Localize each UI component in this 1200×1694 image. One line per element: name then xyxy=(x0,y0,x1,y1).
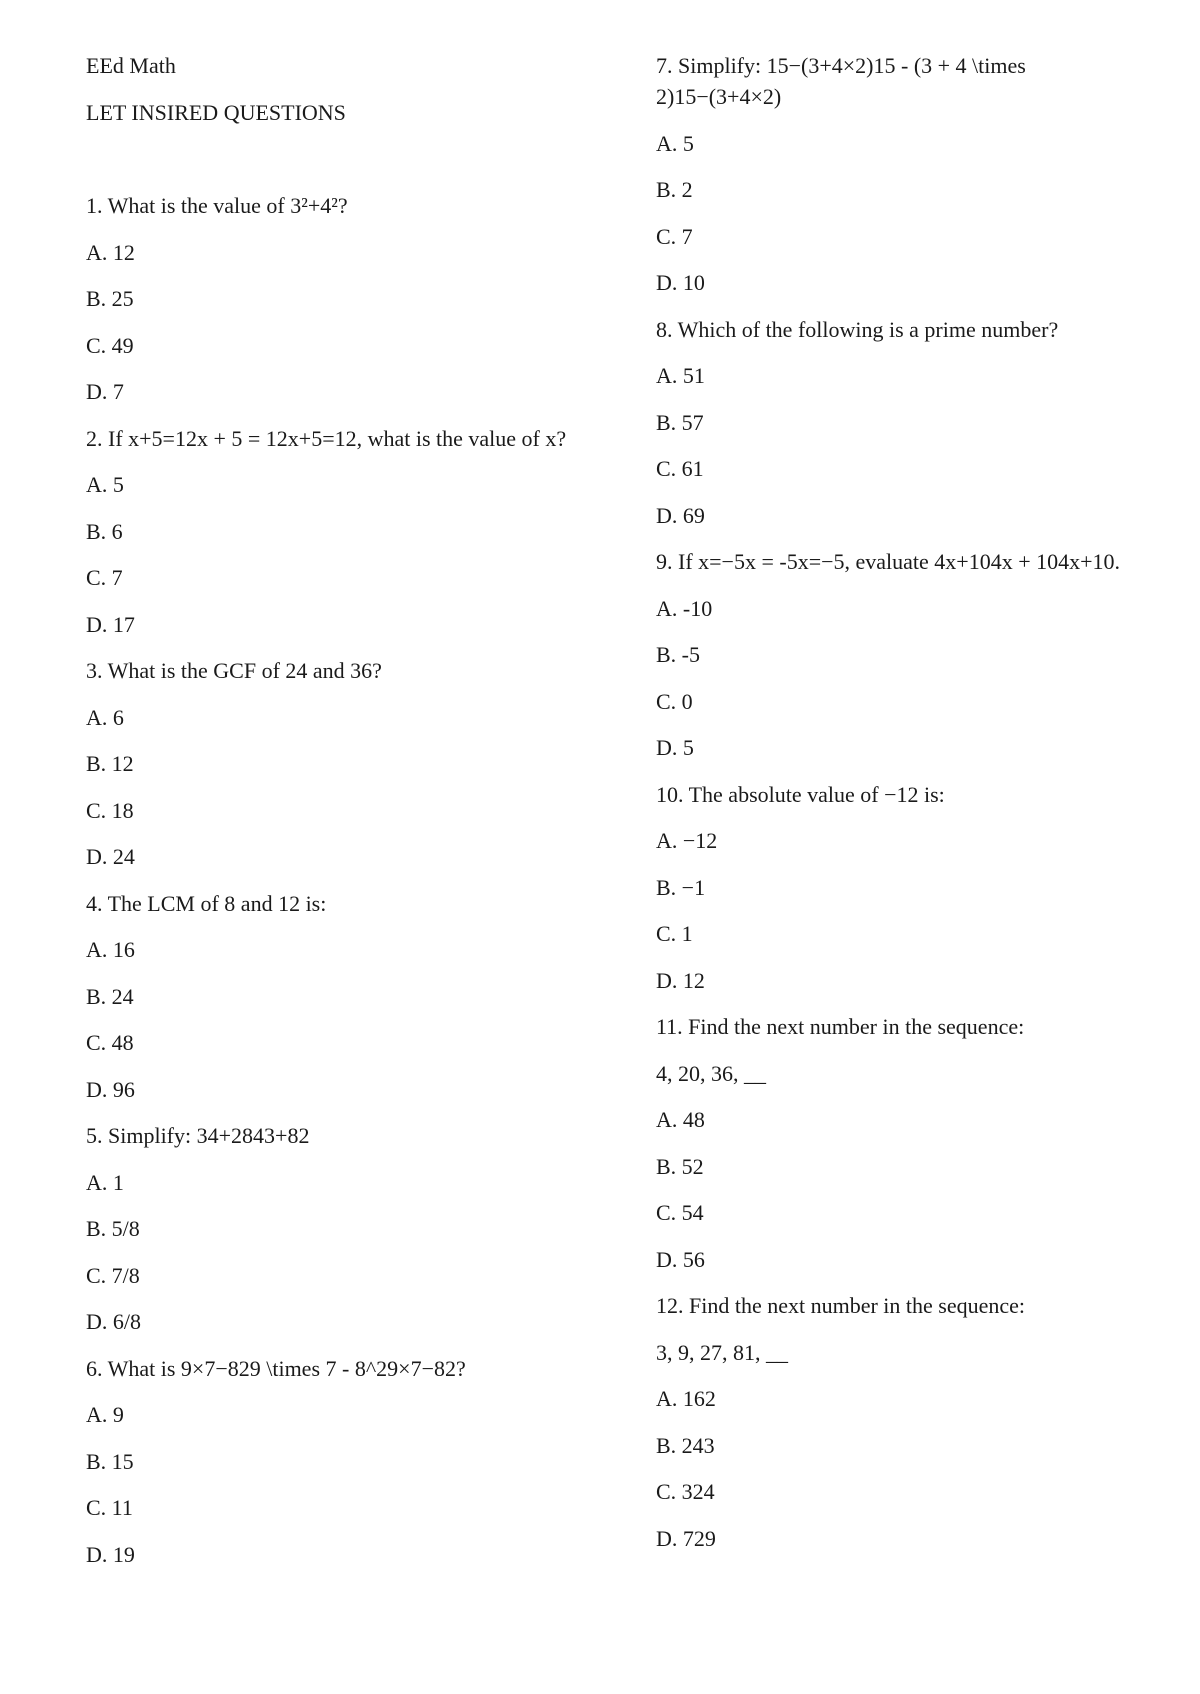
question-stem: 5. Simplify: 34+2843+82 xyxy=(86,1123,310,1148)
question-stem: 10. The absolute value of −12 is: xyxy=(656,781,945,807)
question-1 xyxy=(86,190,586,407)
choice-b: B. 6 xyxy=(86,518,123,544)
question-stem: 2. If x+5=12x + 5 = 12x+5=12, what is the value of x? xyxy=(86,425,567,451)
choice-c: C. 61 xyxy=(656,456,704,481)
choice-d: D. 12 xyxy=(656,967,705,993)
choice-c: C. 7 xyxy=(86,565,123,590)
choice-b: B. 2 xyxy=(656,177,693,202)
spacer xyxy=(86,143,586,190)
choice-a: A. 48 xyxy=(656,1107,705,1132)
sequence-text: 4, 20, 36, __ xyxy=(656,1060,766,1086)
choice-a: A. 162 xyxy=(656,1386,716,1411)
choice-c: C. 324 xyxy=(656,1479,715,1504)
choice-b: B. 25 xyxy=(86,286,134,311)
choice-a: A. 5 xyxy=(656,130,694,156)
question-stem: 9. If x=−5x = -5x=−5, evaluate 4x+104x + 104x+10. xyxy=(656,549,1121,574)
choice-a: A. 6 xyxy=(86,704,124,730)
choice-a: A. −12 xyxy=(656,828,718,853)
choice-c: C. 7/8 xyxy=(86,1262,140,1288)
choice-c: C. 49 xyxy=(86,332,134,358)
choice-a: A. 9 xyxy=(86,1402,124,1427)
choice-d: D. 7 xyxy=(86,379,124,404)
choice-c: C. 0 xyxy=(656,688,693,714)
course-title: EEd Math xyxy=(86,53,176,78)
question-3 xyxy=(86,655,586,872)
question-stem: 4. The LCM of 8 and 12 is: xyxy=(86,890,327,916)
choice-a: A. 12 xyxy=(86,239,135,265)
question-stem: 11. Find the next number in the sequence: xyxy=(656,1014,1025,1039)
choice-d: D. 69 xyxy=(656,502,705,528)
question-4 xyxy=(86,888,586,1105)
choice-a: A. -10 xyxy=(656,595,713,621)
choice-b: B. 24 xyxy=(86,983,134,1009)
right-column xyxy=(656,50,1126,1569)
choice-c: C. 18 xyxy=(86,797,134,823)
question-9 xyxy=(656,546,1126,763)
choice-c: C. 11 xyxy=(86,1495,133,1520)
question-stem: 6. What is 9×7−829 \times 7 - 8^29×7−82? xyxy=(86,1355,466,1381)
question-12 xyxy=(656,1290,1126,1554)
choice-a: A. 5 xyxy=(86,472,124,497)
question-10 xyxy=(656,779,1126,996)
choice-c: C. 48 xyxy=(86,1030,134,1055)
choice-d: D. 10 xyxy=(656,270,705,295)
choice-c: C. 1 xyxy=(656,921,693,946)
choice-b: B. 15 xyxy=(86,1448,134,1474)
question-11 xyxy=(656,1011,1126,1275)
question-2 xyxy=(86,423,586,640)
choice-b: B. 243 xyxy=(656,1432,715,1458)
question-6 xyxy=(86,1353,586,1570)
question-stem: 7. Simplify: 15−(3+4×2)15 - (3 + 4 \times 2)15−(3+4×2) xyxy=(656,53,1032,109)
choice-a: A. 51 xyxy=(656,363,705,388)
choice-a: A. 1 xyxy=(86,1169,124,1195)
choice-b: B. −1 xyxy=(656,874,706,900)
choice-b: B. 57 xyxy=(656,409,704,435)
question-8 xyxy=(656,314,1126,531)
question-7 xyxy=(656,50,1126,298)
choice-d: D. 24 xyxy=(86,844,135,869)
choice-d: D. 6/8 xyxy=(86,1309,141,1334)
choice-b: B. 12 xyxy=(86,751,134,776)
choice-d: D. 96 xyxy=(86,1076,135,1102)
choice-b: B. 5/8 xyxy=(86,1216,140,1241)
choice-d: D. 19 xyxy=(86,1541,135,1567)
sequence-text: 3, 9, 27, 81, __ xyxy=(656,1339,788,1365)
choice-a: A. 16 xyxy=(86,937,135,962)
choice-c: C. 54 xyxy=(656,1200,704,1225)
choice-b: B. 52 xyxy=(656,1153,704,1179)
question-stem: 1. What is the value of 3²+4²? xyxy=(86,193,348,218)
question-5 xyxy=(86,1120,586,1337)
choice-c: C. 7 xyxy=(656,223,693,249)
left-column xyxy=(86,50,586,1585)
choice-d: D. 56 xyxy=(656,1246,705,1272)
question-stem: 8. Which of the following is a prime number? xyxy=(656,316,1059,342)
choice-b: B. -5 xyxy=(656,642,700,667)
question-stem: 12. Find the next number in the sequence: xyxy=(656,1293,1026,1318)
document-subtitle: LET INSIRED QUESTIONS xyxy=(86,99,346,125)
choice-d: D. 729 xyxy=(656,1525,716,1551)
choice-d: D. 5 xyxy=(656,735,694,760)
choice-d: D. 17 xyxy=(86,611,135,637)
question-stem: 3. What is the GCF of 24 and 36? xyxy=(86,658,382,683)
